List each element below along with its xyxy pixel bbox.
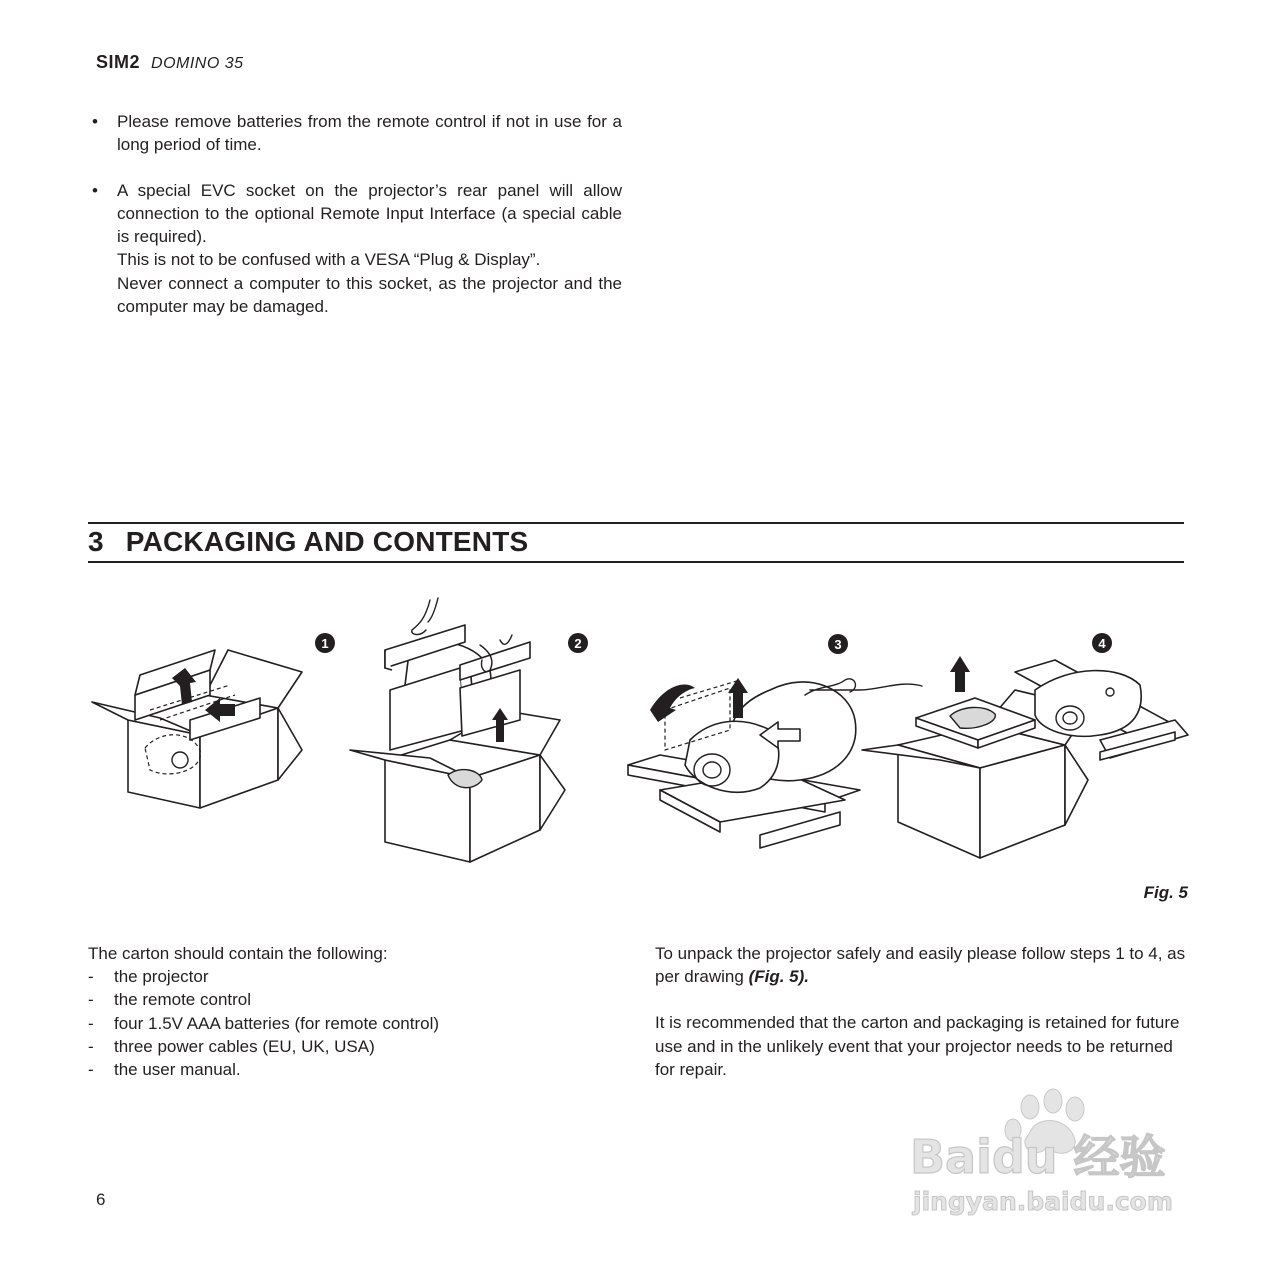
- figure-reference: (Fig. 5).: [748, 967, 810, 987]
- unpack-instructions: [655, 942, 1190, 988]
- note-text: This is not to be confused with a VESA “Plug & Display”.: [117, 250, 541, 270]
- model-name: DOMINO 35: [151, 55, 244, 72]
- section-rule-bottom: [88, 561, 1184, 563]
- note-text: Please remove batteries from the remote control if not in use for a long period of time.: [117, 112, 622, 155]
- list-dash: -: [88, 1013, 94, 1033]
- contents-list: [88, 965, 608, 1081]
- step-4-badge: [1092, 633, 1112, 653]
- list-item: [88, 1012, 608, 1035]
- page-number: 6: [96, 1190, 106, 1209]
- step-3-drawing: [628, 678, 922, 848]
- brand-name: SIM2: [96, 52, 141, 72]
- list-item: [88, 965, 608, 988]
- baidu-watermark: [905, 1085, 1205, 1235]
- list-item-text: three power cables (EU, UK, USA): [114, 1036, 375, 1056]
- list-dash: -: [88, 967, 94, 987]
- note-text: A special EVC socket on the projector’s rear panel will allow connection to the optional Remote Input Interface (a special cable is required).: [117, 180, 622, 247]
- step-4-label: 4: [1098, 636, 1106, 651]
- note-text: Never connect a computer to this socket, as the projector and the computer may be damaged.: [117, 273, 622, 317]
- notes-list: [92, 110, 622, 340]
- step-1-drawing: [92, 650, 302, 808]
- retain-note: It is recommended that the carton and packaging is retained for future use and in the unlikely event that your projector needs to be returned for repair.: [655, 1013, 1180, 1079]
- list-dash: -: [88, 990, 94, 1010]
- list-item: [88, 1035, 608, 1058]
- list-item-text: the user manual.: [114, 1060, 241, 1080]
- header-brand: [96, 52, 244, 73]
- bullet-dot: •: [92, 180, 98, 200]
- step-3-label: 3: [834, 637, 842, 652]
- section-number: 3: [88, 526, 104, 557]
- bullet-dot: •: [92, 112, 98, 131]
- unpack-column: [655, 942, 1190, 1104]
- step-1-label: 1: [321, 636, 329, 651]
- note-item: [92, 110, 622, 157]
- watermark-logo: Baidu 经验: [910, 1130, 1166, 1184]
- list-item-text: four 1.5V AAA batteries (for remote control): [114, 1013, 440, 1033]
- watermark-url: jingyan.baidu.com: [913, 1187, 1173, 1216]
- step-2-badge: [568, 633, 588, 653]
- list-item: [88, 1058, 608, 1081]
- step-4-drawing: [862, 656, 1188, 858]
- step-2-drawing: [350, 598, 565, 862]
- contents-column: [88, 942, 608, 1081]
- list-item: [88, 988, 608, 1011]
- section-rule-top: [88, 522, 1184, 524]
- list-dash: -: [88, 1060, 94, 1080]
- list-dash: -: [88, 1036, 94, 1056]
- contents-intro: The carton should contain the following:: [88, 944, 388, 963]
- unpack-text: To unpack the projector safely and easily please follow steps 1 to 4, as per drawing: [655, 944, 1186, 987]
- section-heading: [88, 526, 528, 558]
- note-item: [92, 179, 622, 319]
- step-2-label: 2: [574, 636, 582, 651]
- step-3-badge: [828, 634, 848, 654]
- section-title: PACKAGING AND CONTENTS: [125, 526, 529, 557]
- step-1-badge: [315, 633, 335, 653]
- list-item-text: the remote control: [114, 990, 252, 1010]
- unpacking-illustration: [80, 580, 1200, 880]
- figure-caption: Fig. 5: [1143, 883, 1188, 902]
- list-item-text: the projector: [114, 967, 209, 987]
